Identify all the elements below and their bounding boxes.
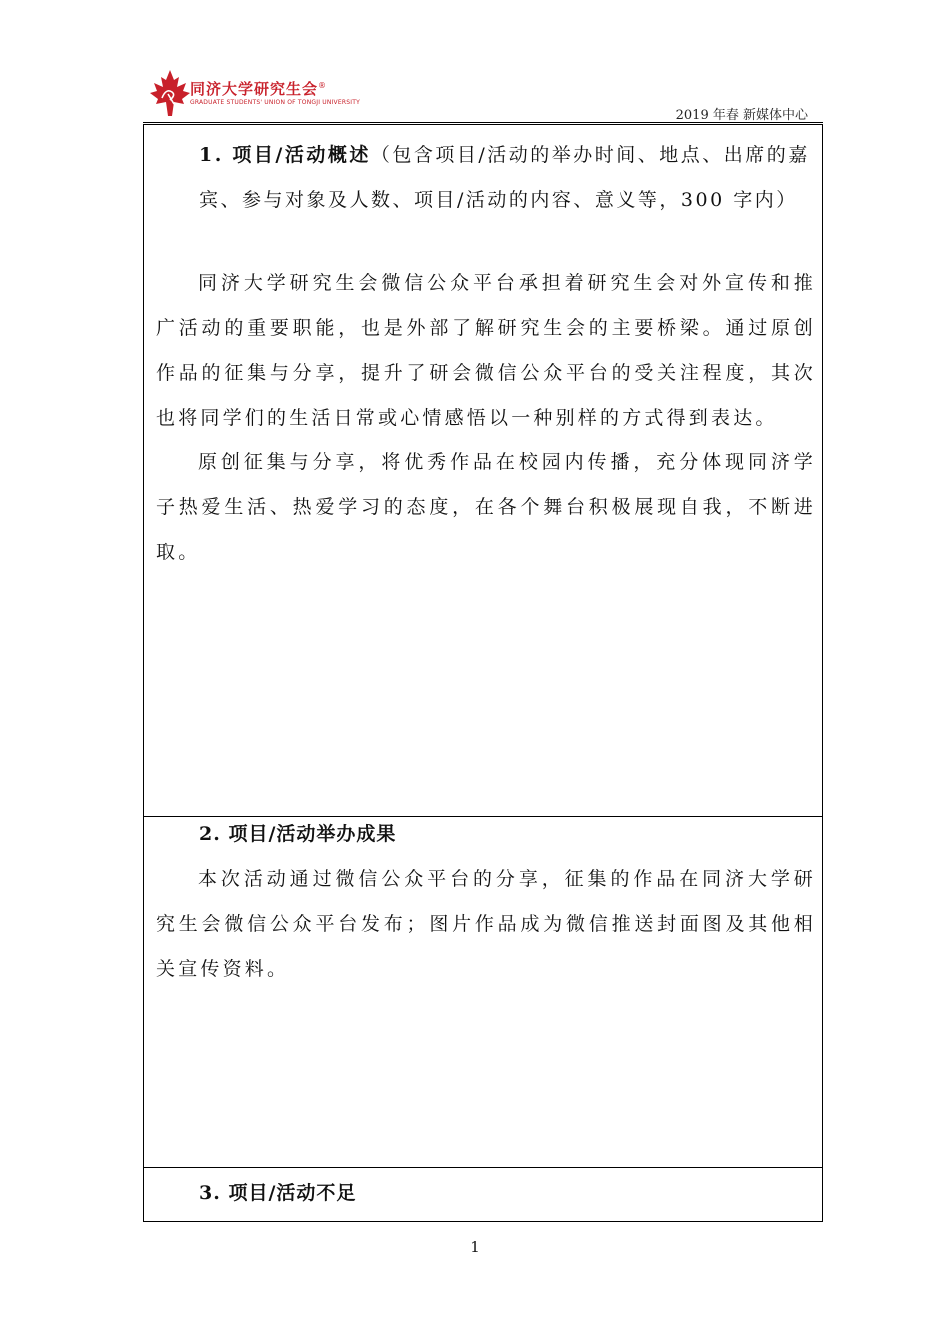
section-results (144, 817, 822, 1168)
maple-leaf-icon (148, 68, 192, 118)
section1-title: 项目/活动概述 (232, 144, 371, 166)
section1-heading (199, 133, 813, 223)
page-number: 1 (470, 1238, 480, 1256)
header-divider (143, 122, 823, 123)
logo-title: 同济大学研究生会® (190, 80, 328, 98)
section1-number: 1. (199, 144, 224, 166)
report-table (143, 124, 823, 1222)
section2-title: 2. 项目/活动举办成果 (199, 823, 397, 845)
overview-paragraph: 同济大学研究生会微信公众平台承担着研究生会对外宣传和推广活动的重要职能，也是外部了解研究生会的主要桥梁。通过原创作品的征集与分享，提升了研会微信公众平台的受关注程度，其次也将同学们的生活日常或心情感悟以一种别样的方式得到表达。 (156, 272, 816, 429)
overview-paragraph: 原创征集与分享，将优秀作品在校园内传播，充分体现同济学子热爱生活、热爱学习的态度，在各个舞台积极展现自我，不断进取。 (156, 451, 816, 563)
section-overview (144, 125, 822, 817)
union-logo (148, 68, 360, 118)
header-department: 2019 年春 新媒体中心 (675, 108, 808, 123)
results-paragraph: 本次活动通过微信公众平台的分享，征集的作品在同济大学研究生会微信公众平台发布；图片作品成为微信推送封面图及其他相关宣传资料。 (156, 868, 816, 980)
logo-subtitle: GRADUATE STUDENTS' UNION OF TONGJI UNIVERSITY (190, 99, 360, 106)
section-shortcomings (144, 1168, 822, 1221)
section1-note: （包含项目/活动的举办时间、地点、出席的嘉宾、参与对象及人数、项目/活动的内容、意义等，300 字内） (199, 144, 810, 211)
section3-title: 3. 项目/活动不足 (199, 1182, 357, 1204)
